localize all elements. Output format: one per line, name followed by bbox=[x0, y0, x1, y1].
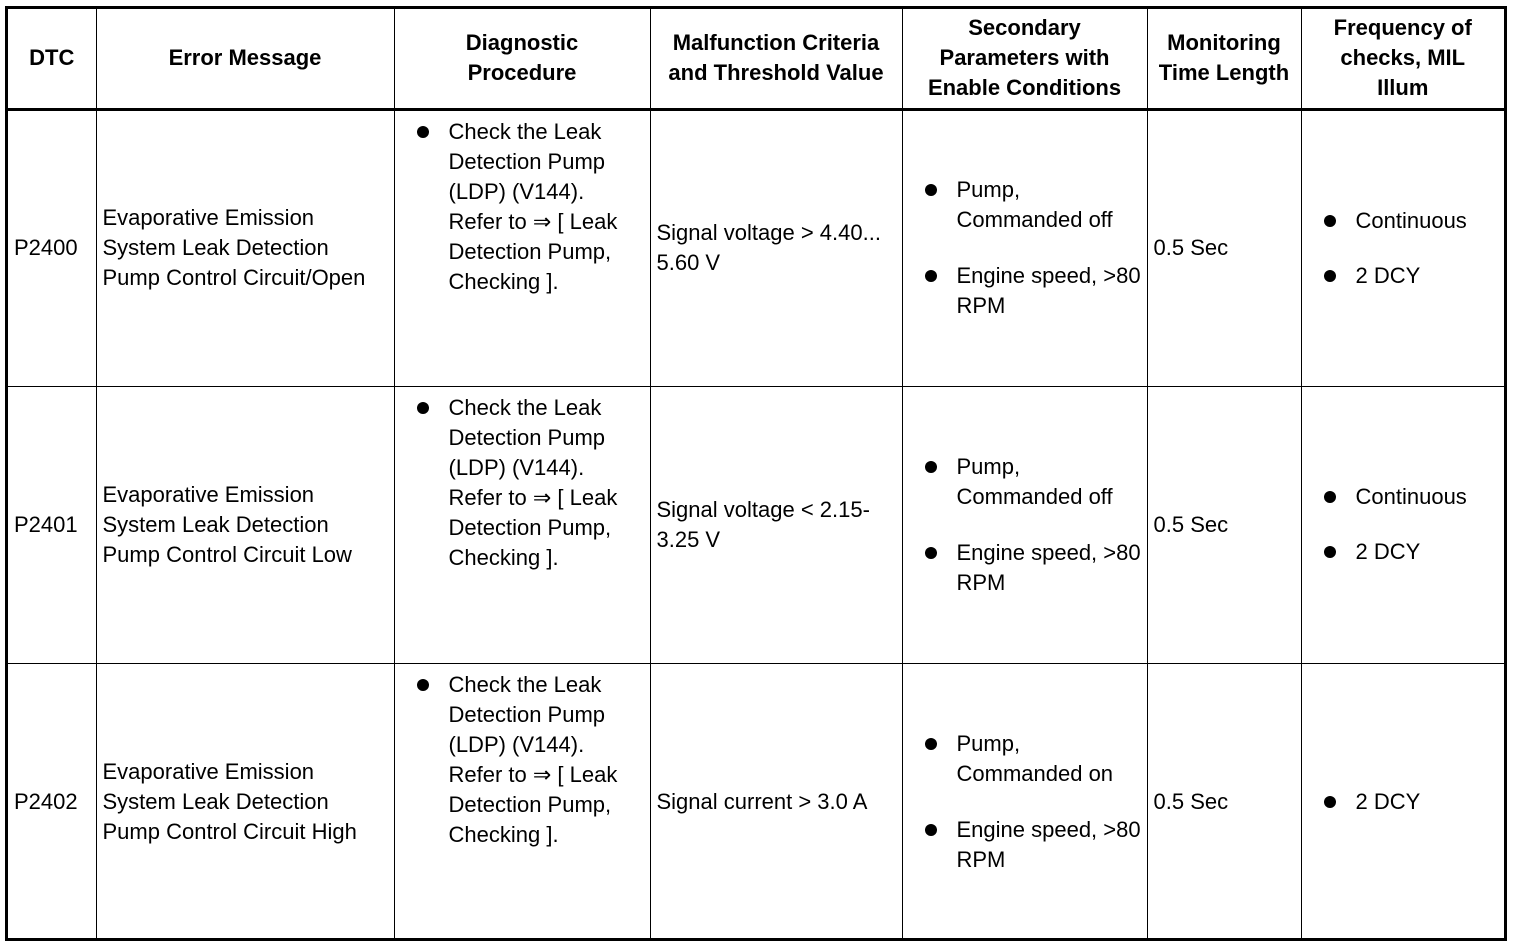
frequency bbox=[1301, 109, 1504, 386]
parameter-item bbox=[903, 452, 1147, 512]
procedure-text: Check the Leak Detection Pump (LDP) (V144). Refer to ⇒ [ Leak Detection Pump, Checking ]. bbox=[448, 394, 618, 570]
header-secondary-parameters: Secondary Parameters with Enable Conditions bbox=[902, 9, 1147, 109]
frequency bbox=[1301, 386, 1504, 663]
header-frequency: Frequency of checks, MIL Illum bbox=[1301, 9, 1504, 109]
parameter-text: Pump, Commanded on bbox=[956, 730, 1114, 786]
header-dtc: DTC bbox=[8, 9, 96, 109]
table-row bbox=[8, 109, 1504, 386]
parameter-text: Engine speed, >80 RPM bbox=[956, 263, 1141, 318]
parameter-item bbox=[903, 729, 1147, 789]
parameter-text: Engine speed, >80 RPM bbox=[956, 816, 1141, 872]
header-diagnostic-procedure: Diagnostic Procedure bbox=[394, 9, 650, 109]
frequency-item bbox=[1302, 206, 1505, 236]
bullet-icon bbox=[925, 461, 937, 473]
bullet-icon bbox=[1324, 491, 1336, 503]
table-row bbox=[8, 663, 1504, 940]
parameter-item bbox=[903, 815, 1147, 875]
header-error-message: Error Message bbox=[96, 9, 394, 109]
header-monitoring-time: Monitoring Time Length bbox=[1147, 9, 1301, 109]
bullet-icon bbox=[1324, 546, 1336, 558]
malfunction-criteria: Signal current > 3.0 A bbox=[650, 663, 902, 940]
bullet-icon bbox=[925, 824, 937, 836]
dtc-table-container bbox=[5, 6, 1507, 941]
bullet-icon bbox=[417, 402, 429, 414]
procedure-item bbox=[395, 670, 650, 850]
monitoring-time: 0.5 Sec bbox=[1147, 663, 1301, 940]
bullet-icon bbox=[417, 679, 429, 691]
bullet-icon bbox=[925, 270, 937, 282]
header-malfunction-criteria: Malfunction Criteria and Threshold Value bbox=[650, 9, 902, 109]
malfunction-criteria: Signal voltage > 4.40... 5.60 V bbox=[650, 109, 902, 386]
bullet-icon bbox=[1324, 270, 1336, 282]
frequency-text: 2 DCY bbox=[1355, 539, 1421, 564]
dtc-code: P2402 bbox=[8, 663, 96, 940]
frequency bbox=[1301, 663, 1504, 940]
error-message: Evaporative Emission System Leak Detection Pump Control Circuit/Open bbox=[96, 109, 394, 386]
bullet-icon bbox=[925, 738, 937, 750]
procedure-item bbox=[395, 117, 650, 297]
error-message: Evaporative Emission System Leak Detection Pump Control Circuit High bbox=[96, 663, 394, 940]
parameter-text: Engine speed, >80 RPM bbox=[956, 539, 1141, 595]
frequency-item bbox=[1302, 787, 1505, 817]
monitoring-time: 0.5 Sec bbox=[1147, 109, 1301, 386]
parameter-text: Pump, Commanded off bbox=[956, 177, 1113, 232]
secondary-parameters bbox=[902, 663, 1147, 940]
secondary-parameters bbox=[902, 109, 1147, 386]
header-row bbox=[8, 9, 1504, 109]
monitoring-time: 0.5 Sec bbox=[1147, 386, 1301, 663]
diagnostic-procedure bbox=[394, 663, 650, 940]
malfunction-criteria: Signal voltage < 2.15-3.25 V bbox=[650, 386, 902, 663]
dtc-table bbox=[8, 9, 1504, 940]
frequency-item bbox=[1302, 537, 1505, 567]
frequency-text: Continuous bbox=[1355, 484, 1467, 509]
error-message: Evaporative Emission System Leak Detection Pump Control Circuit Low bbox=[96, 386, 394, 663]
table-row bbox=[8, 386, 1504, 663]
bullet-icon bbox=[925, 184, 937, 196]
frequency-item bbox=[1302, 261, 1505, 291]
secondary-parameters bbox=[902, 386, 1147, 663]
bullet-icon bbox=[925, 547, 937, 559]
parameter-item bbox=[903, 261, 1147, 321]
diagnostic-procedure bbox=[394, 386, 650, 663]
bullet-icon bbox=[1324, 215, 1336, 227]
procedure-text: Check the Leak Detection Pump (LDP) (V144). Refer to ⇒ [ Leak Detection Pump, Checking ]. bbox=[448, 671, 618, 847]
frequency-item bbox=[1302, 482, 1505, 512]
frequency-text: 2 DCY bbox=[1355, 262, 1421, 288]
bullet-icon bbox=[1324, 796, 1336, 808]
procedure-text: Check the Leak Detection Pump (LDP) (V144). Refer to ⇒ [ Leak Detection Pump, Checking ]. bbox=[448, 118, 618, 294]
diagnostic-procedure bbox=[394, 109, 650, 386]
frequency-text: Continuous bbox=[1355, 207, 1467, 233]
frequency-text: 2 DCY bbox=[1355, 788, 1421, 814]
parameter-text: Pump, Commanded off bbox=[956, 453, 1113, 509]
parameter-item bbox=[903, 175, 1147, 235]
dtc-code: P2401 bbox=[8, 386, 96, 663]
parameter-item bbox=[903, 538, 1147, 598]
dtc-code: P2400 bbox=[8, 109, 96, 386]
procedure-item bbox=[395, 393, 650, 573]
bullet-icon bbox=[417, 126, 429, 138]
